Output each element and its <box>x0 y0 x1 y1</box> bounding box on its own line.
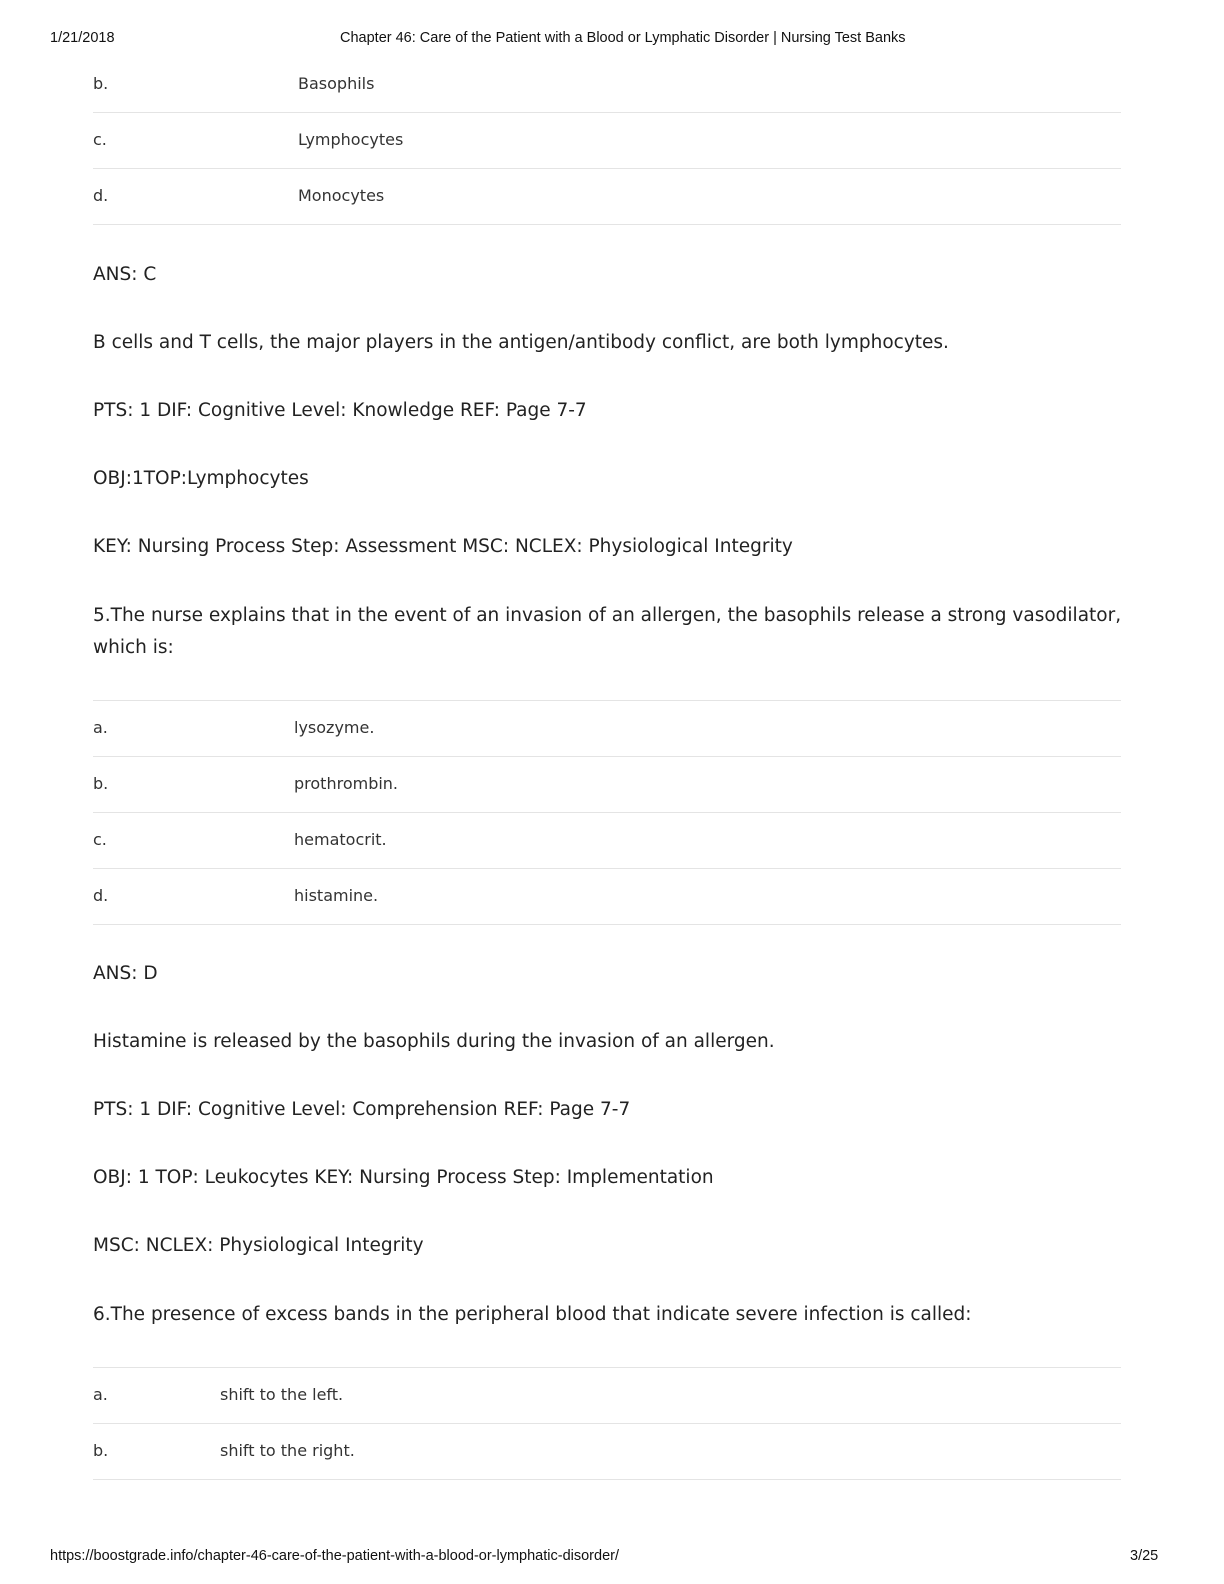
option-letter: c. <box>93 830 107 849</box>
option-text: Monocytes <box>298 186 385 205</box>
option-row <box>93 869 1121 925</box>
option-row <box>93 57 1121 113</box>
q6-question: 6.The presence of excess bands in the peripheral blood that indicate severe infection is called: <box>93 1304 972 1325</box>
option-text: shift to the right. <box>220 1441 355 1460</box>
option-letter: a. <box>93 1385 108 1404</box>
q5-msc: MSC: NCLEX: Physiological Integrity <box>93 1235 424 1256</box>
q4-answer: ANS: C <box>93 264 157 285</box>
option-letter: c. <box>93 130 107 149</box>
option-row <box>93 701 1121 757</box>
option-text: Lymphocytes <box>298 130 404 149</box>
option-row <box>93 169 1121 225</box>
option-text: hematocrit. <box>294 830 387 849</box>
option-row <box>93 113 1121 169</box>
page-url: https://boostgrade.info/chapter-46-care-of-the-patient-with-a-blood-or-lymphatic-disorder/ <box>50 1548 619 1564</box>
option-letter: b. <box>93 74 109 93</box>
q4-key: KEY: Nursing Process Step: Assessment MSC: NCLEX: Physiological Integrity <box>93 536 793 557</box>
option-row <box>93 757 1121 813</box>
option-text: prothrombin. <box>294 774 399 793</box>
q5-answer: ANS: D <box>93 963 158 984</box>
print-header <box>0 30 1224 50</box>
option-row <box>93 813 1121 869</box>
option-letter: d. <box>93 886 109 905</box>
q4-pts: PTS: 1 DIF: Cognitive Level: Knowledge REF: Page 7-7 <box>93 400 587 421</box>
option-letter: d. <box>93 186 109 205</box>
option-row <box>93 1368 1121 1424</box>
option-letter: a. <box>93 718 108 737</box>
option-letter: b. <box>93 1441 109 1460</box>
q5-rationale: Histamine is released by the basophils during the invasion of an allergen. <box>93 1031 775 1052</box>
q4-options-table <box>93 57 1121 225</box>
option-letter: b. <box>93 774 109 793</box>
option-row <box>93 1424 1121 1480</box>
q5-question: 5.The nurse explains that in the event of an invasion of an allergen, the basophils release a strong vasodilator, which is: <box>93 605 1122 658</box>
option-text: histamine. <box>294 886 379 905</box>
q6-options-table <box>93 1367 1121 1480</box>
q4-rationale: B cells and T cells, the major players in the antigen/antibody conflict, are both lymphocytes. <box>93 332 949 353</box>
option-text: shift to the left. <box>220 1385 344 1404</box>
q5-pts: PTS: 1 DIF: Cognitive Level: Comprehension REF: Page 7-7 <box>93 1099 631 1120</box>
q5-options-table <box>93 700 1121 925</box>
page-number: 3/25 <box>1130 1548 1159 1564</box>
option-text: Basophils <box>298 74 375 93</box>
page-title: Chapter 46: Care of the Patient with a Blood or Lymphatic Disorder | Nursing Test Banks <box>340 30 906 46</box>
print-date: 1/21/2018 <box>50 30 115 46</box>
q5-obj: OBJ: 1 TOP: Leukocytes KEY: Nursing Process Step: Implementation <box>93 1167 714 1188</box>
option-text: lysozyme. <box>294 718 375 737</box>
print-footer <box>0 1548 1224 1568</box>
q4-obj: OBJ:1TOP:Lymphocytes <box>93 468 309 489</box>
